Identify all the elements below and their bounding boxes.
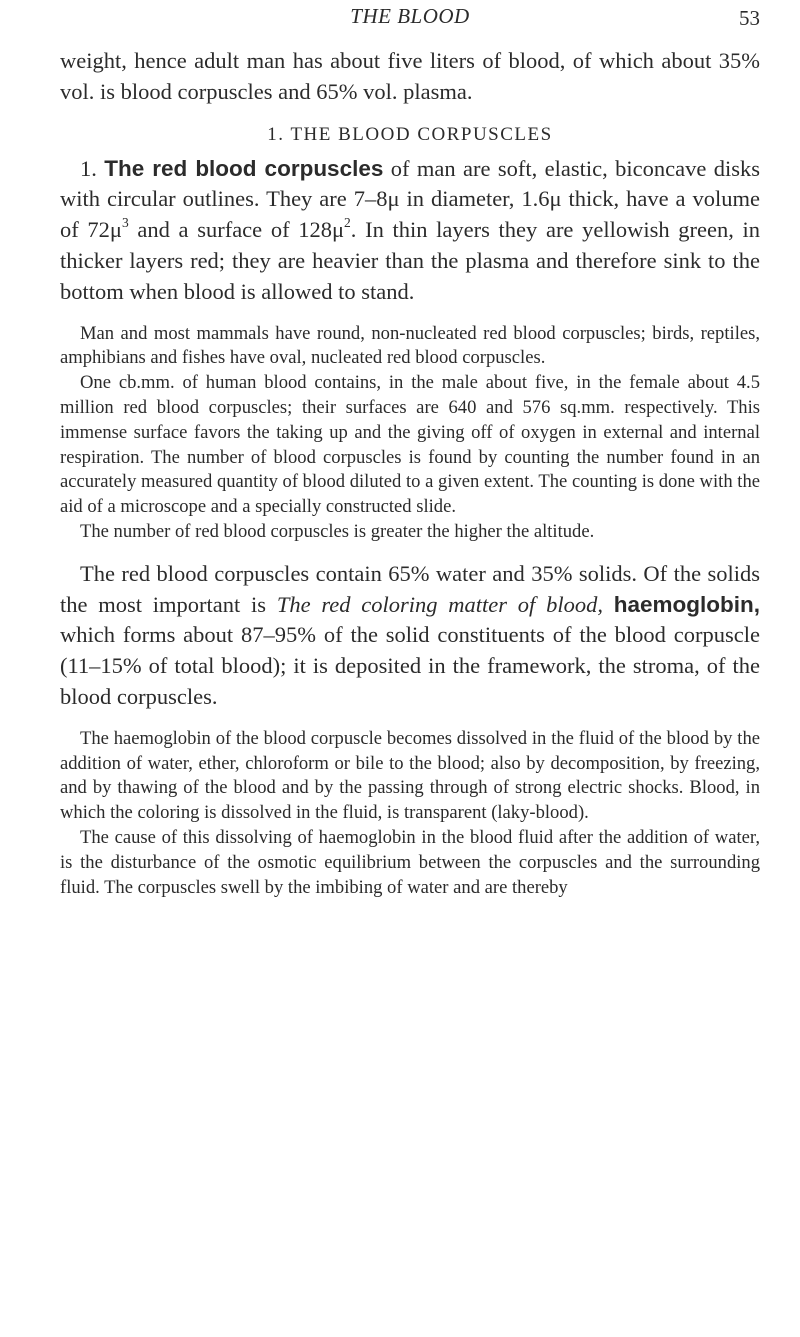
paragraph-red-corpuscles — [60, 154, 760, 308]
small-paragraph-dissolved: The haemoglobin of the blood corpuscle becomes dissolved in the fluid of the blood by the addition of water, ether, chloroform or bile to the blood; also by decomposition, by freezing, and by thawing of the blood and by the passing through of strong electric shocks. Blood, in which the coloring is dissolved in the fluid, is transparent (laky-blood). — [60, 727, 760, 824]
text-fragment: of man are soft, elastic, biconcave disks with circular outlines. They are 7–8μ in diameter, 1.6μ thick, have a volume of 72μ — [60, 155, 760, 243]
small-paragraph-count: One cb.mm. of human blood contains, in the male about five, in the female about 4.5 million red blood corpuscles; their surfaces are 640 and 576 sq.mm. respectively. This immense surface favors the taking up and the giving off of oxygen in external and internal respiration. The number of blood corpuscles is found by counting the number found in an accurately measured quantity of blood diluted to a given extent. The counting is done with the aid of a microscope and a specially constructed slide. — [60, 372, 760, 518]
running-title: THE BLOOD — [350, 4, 470, 28]
text-fragment: which forms about 87–95% of the solid constituents of the blood corpuscle (11–15% of total blood); it is deposited in the framework, the stroma, of the blood corpuscles. — [60, 622, 760, 709]
space — [603, 592, 614, 617]
text-fragment: and a surface of 128μ — [128, 217, 345, 243]
page-number: 53 — [739, 6, 760, 30]
text-fragment: . In thin layers they are yellowish green, in thicker layers red; they are heavier than the plasma and therefore sink to the bottom when blood is allowed to stand. — [60, 217, 761, 304]
section-heading: 1. THE BLOOD CORPUSCLES — [267, 123, 553, 145]
small-paragraph-cause: The cause of this dissolving of haemoglobin in the blood fluid after the addition of water, is the disturbance of the osmotic equilibrium between the corpuscles and the surrounding fluid. The corpuscles swell by the imbibing of water and are thereby — [60, 826, 760, 898]
small-paragraph-mammals: Man and most mammals have round, non-nucleated red blood corpuscles; birds, reptiles, amphibians and fishes have oval, nucleated red blood corpuscles. — [60, 322, 760, 369]
text-fragment: The red blood corpuscles contain 65% water and 35% solids. Of the solids the most important is — [60, 560, 760, 617]
superscript-squared: 2 — [344, 214, 351, 230]
term-haemoglobin: haemoglobin, — [613, 591, 760, 617]
item-number: 1. — [80, 155, 97, 181]
italic-phrase: The red coloring matter of blood, — [276, 591, 603, 617]
paragraph-haemoglobin — [60, 559, 760, 713]
superscript-cubed: 3 — [121, 214, 129, 230]
paragraph-continuation: weight, hence adult man has about five liters of blood, of which about 35% vol. is blood corpuscles and 65% vol. plasma. — [60, 48, 760, 104]
small-paragraph-altitude: The number of red blood corpuscles is greater the higher the altitude. — [80, 520, 595, 542]
page-header — [60, 4, 760, 32]
page-body — [60, 46, 760, 900]
term-red-blood-corpuscles: The red blood corpuscles — [104, 155, 384, 181]
